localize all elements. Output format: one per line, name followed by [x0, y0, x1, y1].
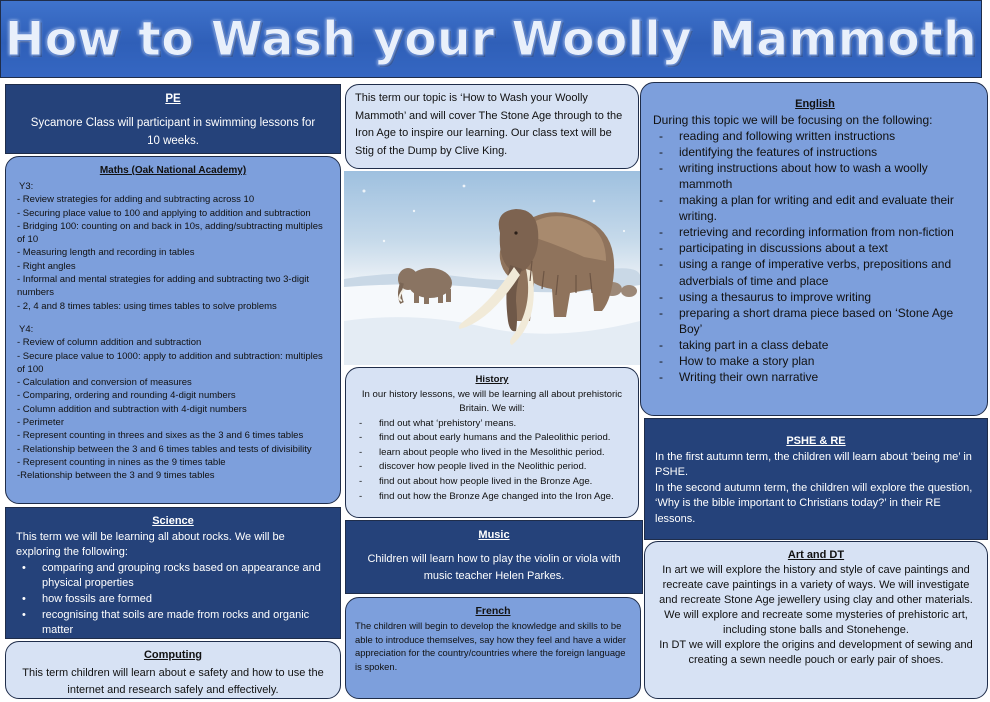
- list-item: - participating in discussions about a text: [653, 240, 977, 256]
- list-item: - Right angles: [17, 260, 76, 272]
- pe-text: Sycamore Class will participant in swimming lessons for 10 weeks.: [30, 116, 316, 147]
- art-dt-heading: Art and DT: [787, 549, 845, 561]
- list-item: - Represent counting in threes and sixes as the 3 and 6 times tables: [17, 430, 304, 442]
- computing-text: This term children will learn about e safety and how to use the internet and research safely and effectively.: [22, 666, 324, 697]
- list-item: - Informal and mental strategies for adding and subtracting two 3-digit numbers: [17, 274, 310, 299]
- list-item: - find out about early humans and the Paleolithic period.: [353, 431, 631, 446]
- history-heading: History: [475, 374, 509, 385]
- computing-heading: Computing: [143, 649, 203, 661]
- list-item: - Measuring length and recording in tables: [17, 247, 195, 259]
- list-item: - find out about how people lived in the Bronze Age.: [353, 475, 631, 490]
- english-panel: [640, 82, 988, 416]
- list-item: - identifying the features of instructions: [653, 144, 977, 160]
- science-intro: This term we will be learning all about rocks. We will be exploring the following:: [16, 530, 285, 559]
- english-heading: English: [795, 98, 835, 110]
- title-banner: [0, 0, 982, 78]
- art-p2: In DT we will explore the origins and development of sewing and creating a sewn needle pouch or early pair of shoes.: [659, 638, 973, 666]
- list-item: - find out what ‘prehistory’ means.: [353, 417, 631, 432]
- list-item: - find out how the Bronze Age changed into the Iron Age.: [353, 490, 631, 505]
- mammoth-illustration: [344, 171, 640, 365]
- french-panel: [345, 597, 641, 699]
- list-item: - Perimeter: [17, 417, 64, 429]
- pshe-panel: [644, 418, 988, 540]
- list-item: - using a thesaurus to improve writing: [653, 289, 977, 305]
- list-item: - Bridging 100: counting on and back in 10s, adding/subtracting multiples of 10: [17, 220, 323, 246]
- list-item: - taking part in a class debate: [653, 337, 977, 353]
- maths-heading: Maths (Oak National Academy): [99, 165, 247, 176]
- list-item: - Review strategies for adding and subtracting across 10: [17, 194, 255, 206]
- list-item: - Writing their own narrative: [653, 369, 977, 385]
- page-title: How to Wash your Woolly Mammoth: [4, 11, 978, 67]
- list-item: • how fossils are formed: [16, 592, 330, 608]
- list-item: - preparing a short drama piece based on ‘Stone Age Boy’: [653, 305, 977, 337]
- list-item: - Column addition and subtraction with 4-digit numbers: [17, 403, 247, 415]
- science-list: [16, 561, 330, 639]
- list-item: - retrieving and recording information from non-fiction: [653, 224, 977, 240]
- french-text: The children will begin to develop the knowledge and skills to be able to introduce themselves, say how they feel and have a wider appreciation for the country/countries where the foreign language is spoken.: [355, 620, 626, 673]
- computing-panel: [5, 641, 341, 699]
- list-item: - Relationship between the 3 and 6 times tables and tests of divisibility: [17, 443, 312, 455]
- pshe-heading: PSHE & RE: [786, 435, 846, 447]
- pshe-p1: In the first autumn term, the children will learn about ‘being me’ in PSHE.: [655, 450, 972, 479]
- list-item: - reading and following written instructions: [653, 128, 977, 144]
- list-item: - How to make a story plan: [653, 353, 977, 369]
- maths-y3-list: [17, 193, 329, 313]
- english-list: [653, 128, 977, 385]
- music-heading: Music: [478, 529, 510, 541]
- science-panel: [5, 507, 341, 639]
- list-item: -Relationship between the 3 and 9 times tables: [17, 470, 215, 482]
- history-intro: In our history lessons, we will be learning all about prehistoric Britain. We will:: [361, 388, 623, 415]
- list-item: - Represent counting in nines as the 9 times table: [17, 456, 226, 468]
- english-intro: During this topic we will be focusing on the following:: [653, 112, 933, 127]
- pe-panel: [5, 84, 341, 154]
- pshe-p2: In the second autumn term, the children will explore the question, ‘Why is the bible important to Christians today?’ in their RE lessons.: [655, 481, 973, 526]
- list-item: - using a range of imperative verbs, prepositions and adverbials of time and place: [653, 256, 977, 288]
- list-item: • comparing and grouping rocks based on appearance and physical properties: [16, 561, 330, 592]
- pe-heading: PE: [165, 93, 181, 105]
- art-dt-panel: [644, 541, 988, 699]
- list-item: - discover how people lived in the Neolithic period.: [353, 460, 631, 475]
- list-item: • recognising that soils are made from rocks and organic matter: [16, 608, 330, 639]
- history-panel: [345, 367, 639, 518]
- list-item: - writing instructions about how to wash a woolly mammoth: [653, 160, 977, 192]
- maths-y4-label: Y4:: [19, 323, 34, 335]
- science-heading: Science: [152, 515, 194, 527]
- maths-y4-list: [17, 336, 329, 482]
- topic-intro-text: This term our topic is ‘How to Wash your Woolly Mammoth’ and will cover The Stone Age through to the Iron Age to inspire our learning. Our class text will be Stig of the Dump by Clive King.: [355, 92, 623, 157]
- list-item: - Securing place value to 100 and applying to addition and subtraction: [17, 207, 311, 219]
- music-text: Children will learn how to play the violin or viola with music teacher Helen Parkes.: [367, 552, 621, 583]
- list-item: - Secure place value to 1000: apply to addition and subtraction: multiples of 100: [17, 350, 323, 375]
- list-item: - Comparing, ordering and rounding 4-digit numbers: [17, 390, 236, 402]
- topic-intro-panel: [345, 84, 639, 169]
- mammoth-photo: [344, 171, 640, 365]
- music-panel: [345, 520, 643, 594]
- art-p1: In art we will explore the history and style of cave paintings and recreate cave paintings in a variety of ways. We will investigate and recreate Stone Age jewellery using clay and other materials. We will explore and recreate some mysteries of prehistoric art, including stone balls and Stonehenge.: [659, 563, 973, 636]
- list-item: - 2, 4 and 8 times tables: using times tables to solve problems: [17, 300, 277, 312]
- list-item: - learn about people who lived in the Mesolithic period.: [353, 446, 631, 461]
- maths-y3-label: Y3:: [19, 181, 34, 192]
- history-list: [353, 417, 631, 504]
- list-item: - making a plan for writing and edit and evaluate their writing.: [653, 192, 977, 224]
- maths-panel: [5, 156, 341, 504]
- list-item: - Review of column addition and subtraction: [17, 337, 202, 349]
- list-item: - Calculation and conversion of measures: [17, 377, 192, 389]
- french-heading: French: [475, 605, 511, 617]
